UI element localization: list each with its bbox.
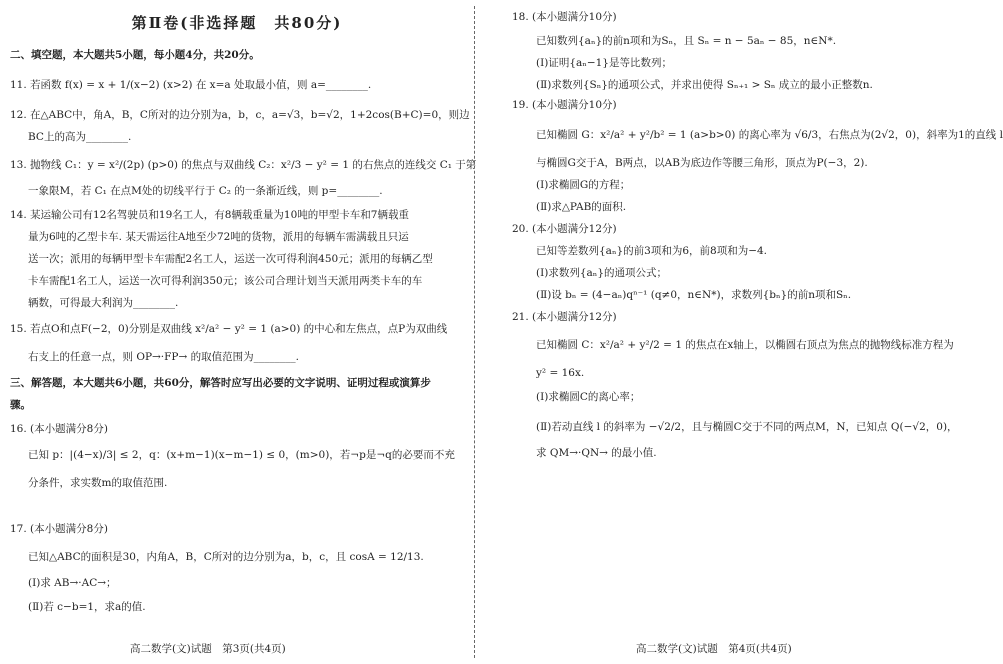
question-14-line1: 14. 某运输公司有12名驾驶员和19名工人，有8辆载重量为10吨的甲型卡车和7辆载重 xyxy=(10,209,409,221)
question-11: 11. 若函数 f(x) = x + 1/(x−2) (x>2) 在 x=a 处取最小值，则 a=________. xyxy=(10,79,372,91)
question-19-part2: (Ⅱ)求△PAB的面积. xyxy=(536,201,627,213)
question-14-line3: 送一次；派用的每辆甲型卡车需配2名工人，运送一次可得利润450元；派用的每辆乙型 xyxy=(28,253,433,265)
question-19-line1: 已知椭圆 G：x²/a² + y²/b² = 1 (a>b>0) 的离心率为 √6/3，右焦点为(2√2，0)，斜率为1的直线 l xyxy=(536,129,1003,141)
question-21-part1: (Ⅰ)求椭圆C的离心率； xyxy=(536,391,641,403)
question-14-line5: 辆数，可得最大利润为________. xyxy=(28,297,179,309)
question-12-line2: BC上的高为________. xyxy=(28,131,132,143)
question-21-line2: y² = 16x. xyxy=(536,367,585,379)
question-21-part2-line2: 求 QM→·QN→ 的最小值. xyxy=(536,447,657,459)
question-17-part1: (Ⅰ)求 AB→·AC→； xyxy=(28,577,117,589)
question-19-heading: 19. (本小题满分10分) xyxy=(512,99,617,111)
question-19-part1: (Ⅰ)求椭圆G的方程； xyxy=(536,179,631,191)
question-15-line1: 15. 若点O和点F(−2，0)分别是双曲线 x²/a² − y² = 1 (a>0) 的中心和左焦点，点P为双曲线 xyxy=(10,323,448,335)
question-20-part1: (Ⅰ)求数列{aₙ}的通项公式； xyxy=(536,267,668,279)
question-18-part1: (Ⅰ)证明{aₙ−1}是等比数列； xyxy=(536,57,672,69)
page-footer-3: 高二数学(文)试题 第3页(共4页) xyxy=(130,643,286,655)
answer-section-header-line1: 三、解答题，本大题共6小题，共60分，解答时应写出必要的文字说明、证明过程或演算步 xyxy=(10,377,431,389)
question-14-line4: 卡车需配1名工人，运送一次可得利润350元；该公司合理计划当天派用两类卡车的车 xyxy=(28,275,423,287)
question-16-heading: 16. (本小题满分8分) xyxy=(10,423,108,435)
question-18-line1: 已知数列{aₙ}的前n项和为Sₙ，且 Sₙ = n − 5aₙ − 85，n∈N*. xyxy=(536,35,837,47)
question-12-line1: 12. 在△ABC中，角A，B，C所对的边分别为a，b，c，a=√3，b=√2，1+2cos(B+C)=0，则边 xyxy=(10,109,470,121)
question-21-part2-line1: (Ⅱ)若动直线 l 的斜率为 −√2/2，且与椭圆C交于不同的两点M，N，已知点 Q(−√2，0)， xyxy=(536,421,958,433)
page-footer-4: 高二数学(文)试题 第4页(共4页) xyxy=(636,643,792,655)
question-17-part2: (Ⅱ)若 c−b=1，求a的值. xyxy=(28,601,146,613)
question-16-line2: 分条件，求实数m的取值范围. xyxy=(28,477,168,489)
page-divider xyxy=(474,6,475,658)
question-15-line2: 右支上的任意一点，则 OP→·FP→ 的取值范围为________. xyxy=(28,351,299,363)
question-17-line1: 已知△ABC的面积是30，内角A，B，C所对的边分别为a，b，c，且 cosA = 12/13. xyxy=(28,551,424,563)
exam-page-4 xyxy=(476,0,1003,664)
question-20-line1: 已知等差数列{aₙ}的前3项和为6，前8项和为−4. xyxy=(536,245,768,257)
question-21-line1: 已知椭圆 C：x²/a² + y²/2 = 1 的焦点在x轴上，以椭圆右顶点为焦点的抛物线标准方程为 xyxy=(536,339,954,351)
question-19-line2: 与椭圆G交于A，B两点，以AB为底边作等腰三角形，顶点为P(−3，2). xyxy=(536,157,868,169)
question-13-line2: 一象限M，若 C₁ 在点M处的切线平行于 C₂ 的一条渐近线，则 p=________. xyxy=(28,185,383,197)
section-title: 第Ⅱ卷(非选择题 共80分) xyxy=(131,14,343,32)
fill-blank-header: 二、填空题，本大题共5小题，每小题4分，共20分。 xyxy=(10,49,260,61)
question-18-part2: (Ⅱ)求数列{Sₙ}的通项公式，并求出使得 Sₙ₊₁ > Sₙ 成立的最小正整数n. xyxy=(536,79,873,91)
answer-section-header-line2: 骤。 xyxy=(10,399,31,411)
question-20-heading: 20. (本小题满分12分) xyxy=(512,223,617,235)
exam-page-3 xyxy=(0,0,477,664)
question-16-line1: 已知 p：|(4−x)/3| ≤ 2，q：(x+m−1)(x−m−1) ≤ 0，(m>0)，若¬p是¬q的必要而不充 xyxy=(28,449,455,461)
question-13-line1: 13. 抛物线 C₁：y = x²/(2p) (p>0) 的焦点与双曲线 C₂：x²/3 − y² = 1 的右焦点的连线交 C₁ 于第 xyxy=(10,159,477,171)
question-14-line2: 量为6吨的乙型卡车. 某天需运往A地至少72吨的货物，派用的每辆车需满载且只运 xyxy=(28,231,409,243)
question-20-part2: (Ⅱ)设 bₙ = (4−aₙ)qⁿ⁻¹ (q≠0，n∈N*)，求数列{bₙ}的前n项和Sₙ. xyxy=(536,289,852,301)
question-21-heading: 21. (本小题满分12分) xyxy=(512,311,617,323)
question-18-heading: 18. (本小题满分10分) xyxy=(512,11,617,23)
question-17-heading: 17. (本小题满分8分) xyxy=(10,523,108,535)
